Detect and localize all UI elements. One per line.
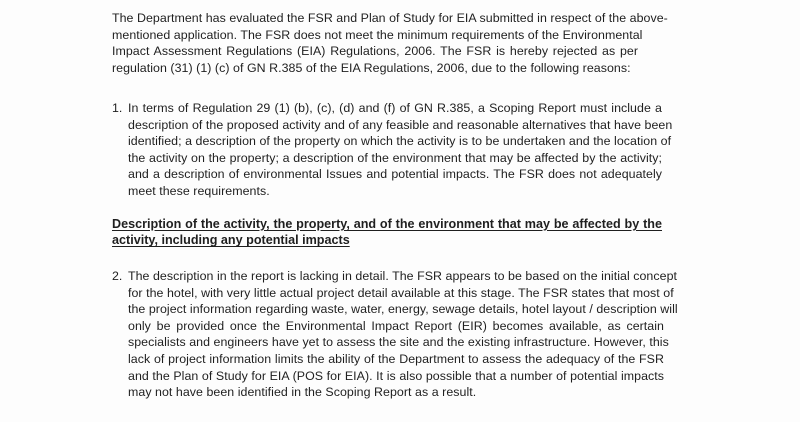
- section-heading-line: Description of the activity, the property, and of the environment that may be affected by the: [112, 217, 662, 231]
- item-2-line: lack of project information limits the ability of the Department to assess the adequacy of the FSR: [128, 351, 664, 366]
- item-2-line: and the Plan of Study for EIA (POS for EIA). It is also possible that a number of potential impacts: [128, 368, 664, 383]
- item-1-line: meet these requirements.: [128, 183, 270, 198]
- item-1-number: 1.: [112, 101, 123, 115]
- item-1-line: the activity on the property; a description of the environment that may be affected by the activity;: [128, 150, 662, 165]
- item-2-paragraph: [128, 268, 678, 401]
- item-1-line: description of the proposed activity and of any feasible and reasonable alternatives that have been: [128, 117, 673, 132]
- item-2-number: 2.: [112, 269, 123, 283]
- item-1-line: In terms of Regulation 29 (1) (b), (c), (d) and (f) of GN R.385, a Scoping Report must include a: [128, 101, 662, 115]
- item-1-paragraph: [128, 100, 673, 200]
- intro-line: The Department has evaluated the FSR and Plan of Study for EIA submitted in respect of the above-: [112, 11, 668, 25]
- item-2-line: specialists and engineers have yet to assess the site and the existing infrastructure. However, this: [128, 335, 669, 350]
- intro-line: mentioned application. The FSR does not meet the minimum requirements of the Environmental: [112, 27, 643, 42]
- item-1-line: identified; a description of the property on which the activity is to be undertaken and the location of: [128, 134, 672, 149]
- item-1-line: and a description of environmental Issues and potential impacts. The FSR does not adequately: [128, 167, 662, 182]
- intro-line: regulation (31) (1) (c) of GN R.385 of the EIA Regulations, 2006, due to the following reasons:: [112, 60, 631, 75]
- item-2-line: only be provided once the Environmental Impact Report (EIR) becomes available, as certain: [128, 318, 664, 333]
- section-heading-line: activity, including any potential impacts: [112, 233, 350, 248]
- item-2-line: the project information regarding waste, water, energy, sewage details, hotel layout / description will: [128, 302, 678, 317]
- intro-line: Impact Assessment Regulations (EIA) Regulations, 2006. The FSR is hereby rejected as per: [112, 44, 638, 59]
- item-2-line: may not have been identified in the Scoping Report as a result.: [128, 385, 477, 400]
- item-2-line: The description in the report is lacking in detail. The FSR appears to be based on the initial concept: [128, 269, 677, 283]
- item-2-line: for the hotel, with very little actual project detail available at this stage. The FSR states that most of: [128, 285, 674, 300]
- intro-paragraph: [112, 10, 668, 76]
- section-heading: [112, 216, 662, 249]
